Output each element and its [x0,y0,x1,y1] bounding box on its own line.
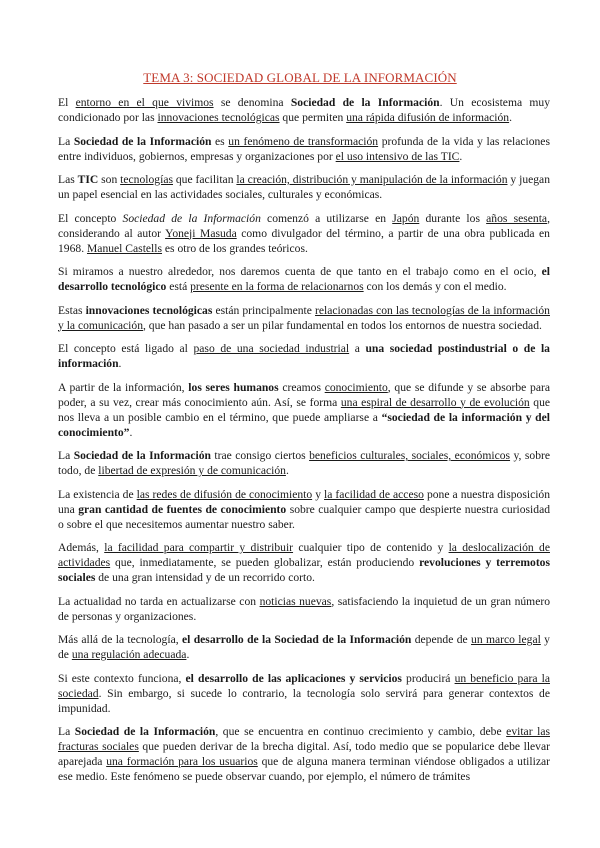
underlined-phrase: tecnologías [120,173,173,186]
text-run: y juegan un papel esencial en las actividades sociales, culturales y económicas. [58,173,550,201]
text-run: . Sin embargo, si sucede lo contrario, la tecnología solo servirá para generar contextos de impunidad. [58,686,550,715]
underlined-phrase: las redes de difusión de conocimiento [136,487,313,501]
bold-term: revoluciones y terremotos sociales [58,556,550,584]
text-run: es otro de los grandes teóricos. [162,241,308,255]
bold-term: Sociedad de la Información [74,725,216,738]
text-run: durante los [419,211,487,225]
underlined-phrase: la creación, distribución y manipulación de la información [236,173,508,186]
underlined-phrase: Manuel Castells [86,241,163,255]
underlined-phrase: la facilidad para compartir y distribuir [104,541,294,554]
paragraph [58,594,550,624]
bold-term: el desarrollo de la Sociedad de la Información [181,633,412,646]
text-run: es [211,134,229,148]
underlined-phrase: un fenómeno de transformación [228,134,379,148]
bold-term: innovaciones tecnológicas [85,303,213,317]
text-run: , satisfaciendo la inquietud de un gran número de personas y organizaciones. [58,594,550,623]
underlined-phrase: un marco legal [471,633,541,646]
paragraph [58,95,550,125]
bold-term: “sociedad de la información y del conocimiento” [58,410,550,439]
text-run: depende de [411,633,472,646]
text-run: Además, [58,541,105,554]
text-run: La [58,449,74,462]
text-run: La [58,725,75,738]
bold-term: una sociedad postindustrial o de la información [58,342,550,370]
paragraph [58,671,550,716]
underlined-phrase: una espiral de desarrollo y de evolución [340,395,530,409]
text-run: está [166,280,191,293]
text-run: El concepto está ligado al [58,342,194,355]
text-run: y, sobre todo, de [58,449,551,477]
text-run: producirá [401,671,455,685]
bold-term: Sociedad de la Información [73,449,211,462]
underlined-phrase: la facilidad de acceso [324,487,424,501]
underlined-phrase: años sesenta [486,211,548,225]
underlined-phrase: noticias nuevas [259,594,332,608]
paragraph [58,172,550,202]
underlined-phrase: una formación para los usuarios [106,755,258,768]
paragraph [58,264,550,294]
text-run: . [186,648,190,661]
underlined-phrase: innovaciones tecnológicas [157,111,280,124]
text-run: , que han pasado a ser un pilar fundamental en todos los entornos de nuestra sociedad. [143,318,542,332]
text-run: están principalmente [212,303,316,317]
text-run: Si miramos a nuestro alrededor, nos daremos cuenta de que tanto en el trabajo como en el ocio, [58,265,542,278]
underlined-phrase: Japón [392,211,420,225]
paragraph [58,540,550,585]
text-run: Más allá de la tecnología, [58,633,182,646]
bold-term: Sociedad de la Información [73,134,212,148]
paragraph [58,341,550,371]
underlined-phrase: una rápida difusión de información [346,111,510,124]
paragraph [58,134,550,164]
text-run: cualquier tipo de contenido y [293,541,449,554]
italic-term: Sociedad de la Información [122,211,261,225]
text-run: profunda de la vida y las relaciones entre individuos, gobiernos, empresas y organizaciones por [58,134,550,163]
document-body [58,95,550,793]
text-run: trae consigo ciertos [210,449,310,462]
text-run: El concepto [58,211,123,225]
bold-term: Sociedad de la Información [290,96,440,109]
text-run: . [459,149,463,163]
text-run: Estas [58,303,86,317]
bold-term: el desarrollo tecnológico [58,265,550,293]
underlined-phrase: entorno en el que vivimos [75,96,214,109]
text-run: como divulgador del término, a partir de una obra publicada en 1968. [58,226,550,255]
text-run: . [118,357,122,370]
text-run: que facilitan [172,173,237,186]
paragraph [58,632,550,662]
underlined-phrase: presente en la forma de relacionarnos [190,280,364,293]
text-run: , que se difunde y se absorbe para poder, a su vez, crear más conocimiento aún. Así, se forma [58,380,550,409]
text-run: sobre cualquier campo que despierte nuestra curiosidad o sobre el que necesitemos aumentar nuestro saber. [58,502,551,531]
underlined-phrase: evitar las fracturas sociales [58,725,550,753]
bold-term: los seres humanos [188,380,279,394]
text-run: . [285,464,289,477]
bold-term: el desarrollo de las aplicaciones y servicios [185,671,402,685]
text-run: La [58,134,74,148]
underlined-phrase: conocimiento [324,380,388,394]
paragraph [58,211,550,256]
text-run: , considerando al autor [58,211,550,240]
text-run: que permiten [279,111,347,124]
paragraph [58,303,550,333]
text-run: que pueden derivar de la brecha digital. Así, todo medio que se popularice debe llevar aparejada [58,740,550,768]
text-run: . [509,111,513,124]
text-run: y de [58,633,550,661]
text-run: . [129,425,133,439]
underlined-phrase: libertad de expresión y de comunicación [98,464,286,477]
text-run: , que se encuentra en continuo crecimiento y cambio, debe [215,725,507,738]
paragraph [58,380,550,440]
text-run: creamos [278,380,325,394]
text-run: que, inmediatamente, se pueden globalizar, están produciendo [110,556,420,569]
text-run: . Un ecosistema muy condicionado por las [58,96,551,124]
text-run: comenzó a utilizarse en [260,211,393,225]
text-run: A partir de la información, [58,380,189,394]
text-run: y [312,487,325,501]
text-run: La existencia de [58,487,137,501]
paragraph [58,724,550,784]
text-run: El [58,96,76,109]
paragraph [58,487,550,532]
underlined-phrase: el uso intensivo de las TIC [335,149,460,163]
underlined-phrase: paso de una sociedad industrial [193,342,350,355]
text-run: que nos lleva a un posible cambio en el término, que puede ampliarse a [58,395,551,424]
underlined-phrase: beneficios culturales, sociales, económicos [309,449,511,462]
underlined-phrase: relacionadas con las tecnologías de la información y la comunicación [58,303,550,332]
text-run: que de alguna manera terminan viéndose obligados a utilizar ese medio. Este fenómeno se puede observar cuando, por ejemplo, el número de trámites [58,755,550,783]
text-run: La actualidad no tarda en actualizarse con [58,594,260,608]
document-title: TEMA 3: SOCIEDAD GLOBAL DE LA INFORMACIÓN [143,70,457,85]
text-run: Si este contexto funciona, [58,671,186,685]
text-run: Las [58,173,78,186]
text-run: se denomina [213,96,291,109]
underlined-phrase: Yoneji Masuda [165,226,237,240]
text-run: a [349,342,366,355]
bold-term: gran cantidad de fuentes de conocimiento [78,502,287,516]
bold-term: TIC [77,173,99,186]
text-run: pone a nuestra disposición una [58,487,551,516]
text-run: son [98,173,121,186]
underlined-phrase: una regulación adecuada [71,648,187,661]
underlined-phrase: la deslocalización de actividades [58,541,550,569]
text-run: de una gran intensidad y de un recorrido corto. [95,571,315,584]
paragraph [58,448,550,478]
underlined-phrase: un beneficio para la sociedad [58,671,550,700]
text-run: con los demás y con el medio. [363,280,507,293]
